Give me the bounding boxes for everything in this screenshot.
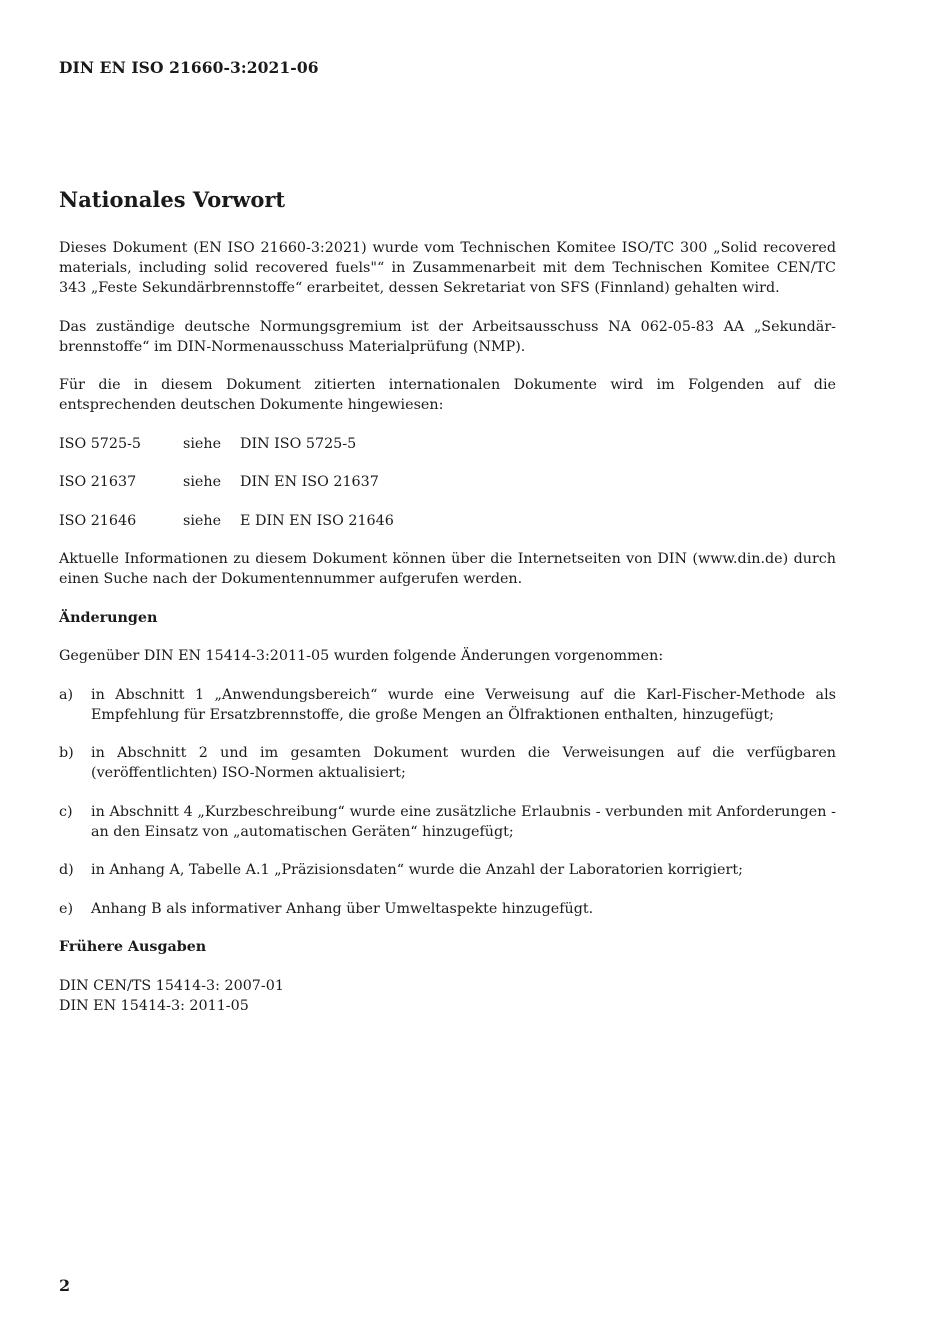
paragraph-references-intro: Für die in diesem Dokument zitierten internationalen Dokumente wird im Folgenden auf die entsprechenden deutschen Dokumente hingewiesen:: [59, 377, 836, 413]
list-item-letter: e): [59, 900, 74, 917]
page-number: 2: [59, 1276, 71, 1295]
changes-heading: Änderungen: [59, 609, 158, 626]
reference-see: siehe: [183, 435, 222, 452]
reference-national: E DIN EN ISO 21646: [240, 512, 394, 529]
page-title: Nationales Vorwort: [59, 187, 286, 212]
list-item-text: in Abschnitt 2 und im gesamten Dokument wurden die Verweisungen auf die verfügbaren (veröffentlichten) ISO-Normen aktualisiert;: [91, 745, 836, 781]
list-item-text: in Abschnitt 1 „Anwendungsbereich“ wurde eine Verweisung auf die Karl-Fischer-Methode als Empfehlung für Ersatzbrennstoffe, die große Mengen an Ölfraktionen enthalten, hinzugefügt;: [91, 686, 836, 723]
reference-row: [59, 472, 836, 492]
list-item-letter: d): [59, 862, 74, 878]
list-item-letter: c): [59, 803, 73, 820]
edition-line: DIN CEN/TS 15414-3: 2007-01: [59, 977, 284, 994]
list-item-text: in Anhang A, Tabelle A.1 „Präzisionsdaten“ wurde die Anzahl der Laboratorien korrigiert;: [91, 862, 743, 878]
reference-row: [59, 434, 836, 454]
list-item: [59, 899, 836, 919]
document-id: DIN EN ISO 21660-3:2021-06: [59, 58, 319, 77]
list-item-text: Anhang B als informativer Anhang über Umweltaspekte hinzugefügt.: [91, 900, 594, 917]
reference-list: [59, 434, 836, 531]
list-item-text: in Abschnitt 4 „Kurzbeschreibung“ wurde eine zusätzliche Erlaubnis - verbunden mit Anforderungen - an den Einsatz von „automatischen Geräten“ hinzugefügt;: [91, 803, 836, 840]
list-item: [59, 685, 836, 725]
editions-list: [59, 976, 836, 1016]
paragraph-current-info: Aktuelle Informationen zu diesem Dokument können über die Internetseiten von DIN (www.din.de) durch einen Suche nach der Dokumentennummer aufgerufen werden.: [59, 551, 836, 587]
paragraph-committee: Dieses Dokument (EN ISO 21660-3:2021) wurde vom Technischen Komitee ISO/TC 300 „Solid recovered materials, including solid recovered fuels"“ in Zusammenarbeit mit dem Technischen Komitee CEN/TC 343 „Feste Sekundärbrennstoffe“ erarbeitet, dessen Sekretariat von SFS (Finnland) gehalten wird.: [59, 240, 836, 296]
list-item: [59, 802, 836, 842]
reference-see: siehe: [183, 512, 222, 529]
paragraph-responsible-body: Das zuständige deutsche Normungsgremium ist der Arbeitsausschuss NA 062-05-83 AA „Sekundärbrennstoffe“ im DIN-Normenausschuss Materialprüfung (NMP).: [59, 318, 836, 355]
editions-heading: Frühere Ausgaben: [59, 939, 207, 955]
list-item-letter: a): [59, 686, 74, 703]
changes-intro: Gegenüber DIN EN 15414-3:2011-05 wurden folgende Änderungen vorgenommen:: [59, 648, 664, 664]
list-item-letter: b): [59, 745, 74, 761]
list-item: [59, 860, 836, 880]
reference-international: ISO 21646: [59, 512, 137, 529]
reference-national: DIN EN ISO 21637: [240, 474, 379, 490]
reference-see: siehe: [183, 474, 222, 490]
reference-international: ISO 21637: [59, 474, 137, 490]
reference-national: DIN ISO 5725-5: [240, 435, 357, 452]
edition-line: DIN EN 15414-3: 2011-05: [59, 997, 249, 1014]
list-item: [59, 743, 836, 783]
reference-row: [59, 511, 836, 531]
document-body: [59, 238, 836, 1016]
reference-international: ISO 5725-5: [59, 435, 142, 452]
changes-list: [59, 685, 836, 919]
